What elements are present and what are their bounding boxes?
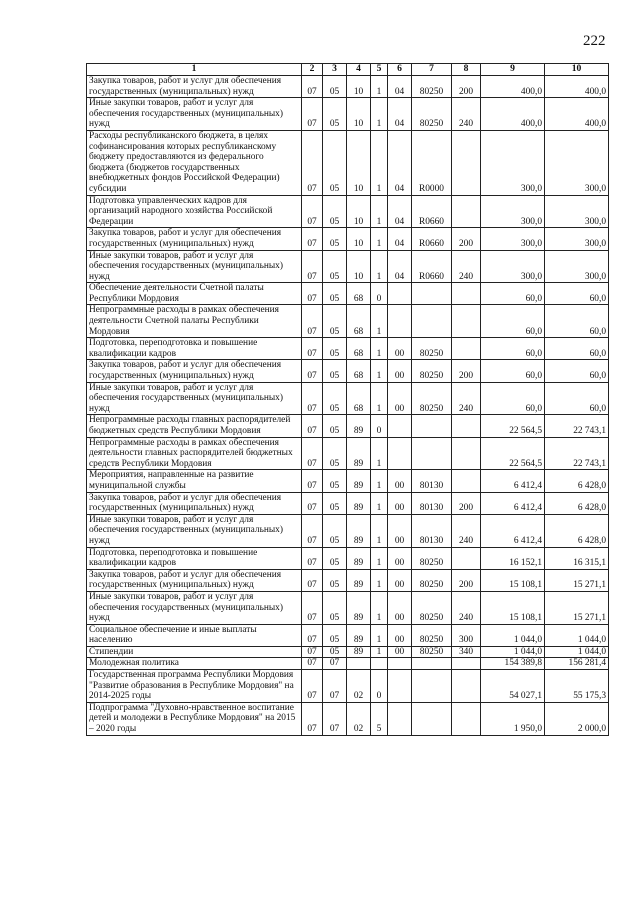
- table-row: [87, 470, 609, 492]
- activity-code: 00: [388, 514, 412, 547]
- amount-year-2: 6 428,0: [545, 470, 609, 492]
- activity-code: 00: [388, 646, 412, 658]
- program-code: 89: [347, 569, 371, 591]
- section-code: 07: [302, 437, 323, 470]
- subsection-code: 05: [323, 228, 347, 250]
- expense-name: Непрограммные расходы в рамках обеспечения деятельности главных распорядителей бюджетных средств Республики Мордовия: [87, 437, 302, 470]
- amount-year-2: 60,0: [545, 360, 609, 382]
- table-row: [87, 514, 609, 547]
- program-code: 89: [347, 591, 371, 624]
- direction-code: 80130: [412, 470, 452, 492]
- amount-year-1: 60,0: [481, 338, 545, 360]
- table-row: [87, 228, 609, 250]
- direction-code: 80250: [412, 591, 452, 624]
- expense-type-code: [452, 702, 481, 735]
- table-row: [87, 437, 609, 470]
- page-number: 222: [583, 33, 606, 49]
- amount-year-2: 60,0: [545, 283, 609, 305]
- program-code: 89: [347, 547, 371, 569]
- amount-year-1: 6 412,4: [481, 514, 545, 547]
- subprogram-code: 1: [371, 624, 388, 646]
- section-code: 07: [302, 624, 323, 646]
- section-code: 07: [302, 195, 323, 228]
- program-code: 89: [347, 514, 371, 547]
- budget-table: [86, 63, 609, 736]
- activity-code: 04: [388, 130, 412, 195]
- direction-code: 80250: [412, 76, 452, 98]
- section-code: 07: [302, 283, 323, 305]
- table-row: [87, 283, 609, 305]
- subprogram-code: 1: [371, 470, 388, 492]
- table-row: [87, 547, 609, 569]
- direction-code: R0000: [412, 130, 452, 195]
- amount-year-1: 1 044,0: [481, 624, 545, 646]
- program-code: 68: [347, 382, 371, 415]
- expense-type-code: [452, 415, 481, 437]
- amount-year-1: 400,0: [481, 98, 545, 131]
- expense-type-code: [452, 670, 481, 703]
- table-row: [87, 670, 609, 703]
- subprogram-code: 0: [371, 283, 388, 305]
- column-header: 8: [452, 64, 481, 76]
- table-row: [87, 569, 609, 591]
- expense-type-code: [452, 470, 481, 492]
- direction-code: 80250: [412, 98, 452, 131]
- subsection-code: 05: [323, 76, 347, 98]
- expense-name: Закупка товаров, работ и услуг для обеспечения государственных (муниципальных) нужд: [87, 360, 302, 382]
- activity-code: 04: [388, 98, 412, 131]
- expense-name: Закупка товаров, работ и услуг для обеспечения государственных (муниципальных) нужд: [87, 569, 302, 591]
- section-code: 07: [302, 76, 323, 98]
- amount-year-2: 22 743,1: [545, 437, 609, 470]
- subsection-code: 05: [323, 415, 347, 437]
- program-code: 89: [347, 646, 371, 658]
- section-code: 07: [302, 228, 323, 250]
- expense-type-code: 240: [452, 591, 481, 624]
- section-code: 07: [302, 360, 323, 382]
- subsection-code: 05: [323, 382, 347, 415]
- expense-name: Непрограммные расходы в рамках обеспечения деятельности Счетной палаты Республики Мордовия: [87, 305, 302, 338]
- program-code: 68: [347, 360, 371, 382]
- table-row: [87, 382, 609, 415]
- direction-code: [412, 415, 452, 437]
- section-code: 07: [302, 547, 323, 569]
- activity-code: 04: [388, 228, 412, 250]
- expense-name: Социальное обеспечение и иные выплаты населению: [87, 624, 302, 646]
- subprogram-code: 1: [371, 130, 388, 195]
- activity-code: 04: [388, 250, 412, 283]
- activity-code: [388, 305, 412, 338]
- direction-code: 80130: [412, 492, 452, 514]
- program-code: 68: [347, 338, 371, 360]
- expense-type-code: 200: [452, 569, 481, 591]
- subsection-code: 05: [323, 250, 347, 283]
- program-code: [347, 658, 371, 670]
- expense-type-code: 200: [452, 76, 481, 98]
- subsection-code: 05: [323, 130, 347, 195]
- subprogram-code: 1: [371, 338, 388, 360]
- direction-code: R0660: [412, 250, 452, 283]
- amount-year-2: 1 044,0: [545, 624, 609, 646]
- subprogram-code: 1: [371, 228, 388, 250]
- section-code: 07: [302, 338, 323, 360]
- expense-type-code: [452, 305, 481, 338]
- column-header: 9: [481, 64, 545, 76]
- activity-code: 00: [388, 360, 412, 382]
- amount-year-1: 22 564,5: [481, 415, 545, 437]
- amount-year-2: 55 175,3: [545, 670, 609, 703]
- amount-year-2: 15 271,1: [545, 591, 609, 624]
- expense-name: Закупка товаров, работ и услуг для обеспечения государственных (муниципальных) нужд: [87, 228, 302, 250]
- expense-type-code: [452, 338, 481, 360]
- subsection-code: 07: [323, 670, 347, 703]
- section-code: 07: [302, 382, 323, 415]
- section-code: 07: [302, 470, 323, 492]
- amount-year-2: 60,0: [545, 305, 609, 338]
- expense-type-code: 200: [452, 492, 481, 514]
- program-code: 10: [347, 76, 371, 98]
- section-code: 07: [302, 98, 323, 131]
- table-row: [87, 305, 609, 338]
- section-code: 07: [302, 702, 323, 735]
- section-code: 07: [302, 670, 323, 703]
- program-code: 10: [347, 130, 371, 195]
- subsection-code: 05: [323, 646, 347, 658]
- table-row: [87, 130, 609, 195]
- direction-code: 80250: [412, 646, 452, 658]
- expense-type-code: 340: [452, 646, 481, 658]
- column-header: 6: [388, 64, 412, 76]
- direction-code: R0660: [412, 228, 452, 250]
- expense-type-code: 300: [452, 624, 481, 646]
- amount-year-1: 400,0: [481, 76, 545, 98]
- subsection-code: 05: [323, 569, 347, 591]
- subsection-code: 05: [323, 360, 347, 382]
- expense-name: Иные закупки товаров, работ и услуг для обеспечения государственных (муниципальных) нужд: [87, 382, 302, 415]
- expense-name: Обеспечение деятельности Счетной палаты Республики Мордовия: [87, 283, 302, 305]
- activity-code: [388, 437, 412, 470]
- subprogram-code: 1: [371, 382, 388, 415]
- amount-year-1: 1 044,0: [481, 646, 545, 658]
- column-header: 2: [302, 64, 323, 76]
- program-code: 10: [347, 250, 371, 283]
- table-row: [87, 591, 609, 624]
- subsection-code: 05: [323, 470, 347, 492]
- amount-year-1: 60,0: [481, 360, 545, 382]
- subprogram-code: 1: [371, 76, 388, 98]
- subsection-code: 07: [323, 702, 347, 735]
- amount-year-1: 6 412,4: [481, 470, 545, 492]
- activity-code: 00: [388, 492, 412, 514]
- expense-name: Подготовка, переподготовка и повышение квалификации кадров: [87, 338, 302, 360]
- header-row: [87, 64, 609, 76]
- expense-type-code: [452, 658, 481, 670]
- program-code: 10: [347, 98, 371, 131]
- program-code: 89: [347, 470, 371, 492]
- amount-year-1: 6 412,4: [481, 492, 545, 514]
- column-header: 3: [323, 64, 347, 76]
- expense-name: Стипендии: [87, 646, 302, 658]
- table-row: [87, 702, 609, 735]
- amount-year-1: 60,0: [481, 382, 545, 415]
- expense-name: Расходы республиканского бюджета, в целях софинансирования которых республиканскому бюджету предоставляются из федерального бюджета (бюджетов государственных внебюджетных фондов Российской Федерации) субсидии: [87, 130, 302, 195]
- amount-year-2: 6 428,0: [545, 492, 609, 514]
- expense-type-code: [452, 195, 481, 228]
- subprogram-code: 1: [371, 569, 388, 591]
- amount-year-2: 6 428,0: [545, 514, 609, 547]
- amount-year-1: 300,0: [481, 250, 545, 283]
- expense-type-code: 200: [452, 360, 481, 382]
- program-code: 89: [347, 492, 371, 514]
- expense-name: Молодежная политика: [87, 658, 302, 670]
- amount-year-1: 22 564,5: [481, 437, 545, 470]
- table-row: [87, 338, 609, 360]
- amount-year-1: 154 389,8: [481, 658, 545, 670]
- amount-year-2: 60,0: [545, 382, 609, 415]
- amount-year-1: 54 027,1: [481, 670, 545, 703]
- subsection-code: 05: [323, 338, 347, 360]
- program-code: 68: [347, 305, 371, 338]
- expense-name: Закупка товаров, работ и услуг для обеспечения государственных (муниципальных) нужд: [87, 76, 302, 98]
- program-code: 10: [347, 228, 371, 250]
- program-code: 10: [347, 195, 371, 228]
- subsection-code: 05: [323, 514, 347, 547]
- amount-year-1: 15 108,1: [481, 591, 545, 624]
- section-code: 07: [302, 514, 323, 547]
- amount-year-2: 15 271,1: [545, 569, 609, 591]
- subprogram-code: 1: [371, 646, 388, 658]
- expense-type-code: 240: [452, 98, 481, 131]
- expense-type-code: 240: [452, 382, 481, 415]
- direction-code: 80250: [412, 624, 452, 646]
- amount-year-2: 2 000,0: [545, 702, 609, 735]
- subprogram-code: 0: [371, 415, 388, 437]
- direction-code: 80250: [412, 360, 452, 382]
- activity-code: [388, 702, 412, 735]
- section-code: 07: [302, 658, 323, 670]
- table-row: [87, 658, 609, 670]
- subprogram-code: 1: [371, 250, 388, 283]
- section-code: 07: [302, 492, 323, 514]
- program-code: 89: [347, 437, 371, 470]
- subsection-code: 07: [323, 658, 347, 670]
- amount-year-1: 300,0: [481, 195, 545, 228]
- amount-year-2: 1 044,0: [545, 646, 609, 658]
- direction-code: [412, 670, 452, 703]
- amount-year-1: 16 152,1: [481, 547, 545, 569]
- amount-year-1: 1 950,0: [481, 702, 545, 735]
- subprogram-code: 5: [371, 702, 388, 735]
- subsection-code: 05: [323, 547, 347, 569]
- subprogram-code: 1: [371, 360, 388, 382]
- subprogram-code: 1: [371, 591, 388, 624]
- amount-year-2: 60,0: [545, 338, 609, 360]
- expense-type-code: [452, 283, 481, 305]
- direction-code: [412, 283, 452, 305]
- expense-name: Закупка товаров, работ и услуг для обеспечения государственных (муниципальных) нужд: [87, 492, 302, 514]
- amount-year-1: 300,0: [481, 130, 545, 195]
- expense-type-code: 240: [452, 250, 481, 283]
- table-row: [87, 415, 609, 437]
- direction-code: 80250: [412, 547, 452, 569]
- activity-code: 00: [388, 547, 412, 569]
- amount-year-1: 15 108,1: [481, 569, 545, 591]
- activity-code: 00: [388, 338, 412, 360]
- subprogram-code: 1: [371, 98, 388, 131]
- section-code: 07: [302, 305, 323, 338]
- direction-code: [412, 305, 452, 338]
- section-code: 07: [302, 250, 323, 283]
- amount-year-2: 400,0: [545, 76, 609, 98]
- amount-year-1: 60,0: [481, 283, 545, 305]
- direction-code: 80130: [412, 514, 452, 547]
- subprogram-code: 1: [371, 514, 388, 547]
- column-header: 7: [412, 64, 452, 76]
- column-header: 10: [545, 64, 609, 76]
- subsection-code: 05: [323, 98, 347, 131]
- column-header: 4: [347, 64, 371, 76]
- program-code: 68: [347, 283, 371, 305]
- section-code: 07: [302, 569, 323, 591]
- table-row: [87, 492, 609, 514]
- activity-code: [388, 658, 412, 670]
- table-row: [87, 250, 609, 283]
- subsection-code: 05: [323, 195, 347, 228]
- program-code: 02: [347, 702, 371, 735]
- amount-year-1: 60,0: [481, 305, 545, 338]
- subprogram-code: 1: [371, 305, 388, 338]
- activity-code: 00: [388, 624, 412, 646]
- activity-code: [388, 670, 412, 703]
- expense-name: Подпрограмма "Духовно-нравственное воспитание детей и молодежи в Республике Мордовия" на 2015 – 2020 годы: [87, 702, 302, 735]
- amount-year-2: 300,0: [545, 228, 609, 250]
- subsection-code: 05: [323, 492, 347, 514]
- direction-code: 80250: [412, 338, 452, 360]
- subprogram-code: 1: [371, 547, 388, 569]
- expense-name: Иные закупки товаров, работ и услуг для обеспечения государственных (муниципальных) нужд: [87, 514, 302, 547]
- expense-name: Подготовка управленческих кадров для организаций народного хозяйства Российской Федерации: [87, 195, 302, 228]
- direction-code: R0660: [412, 195, 452, 228]
- activity-code: [388, 415, 412, 437]
- column-header: 5: [371, 64, 388, 76]
- expense-type-code: [452, 130, 481, 195]
- subsection-code: 05: [323, 283, 347, 305]
- amount-year-2: 22 743,1: [545, 415, 609, 437]
- activity-code: 04: [388, 195, 412, 228]
- subprogram-code: 1: [371, 492, 388, 514]
- amount-year-2: 400,0: [545, 98, 609, 131]
- amount-year-2: 300,0: [545, 250, 609, 283]
- column-header: 1: [87, 64, 302, 76]
- expense-name: Мероприятия, направленные на развитие муниципальной службы: [87, 470, 302, 492]
- subprogram-code: 0: [371, 670, 388, 703]
- expense-type-code: [452, 547, 481, 569]
- direction-code: 80250: [412, 569, 452, 591]
- expense-name: Иные закупки товаров, работ и услуг для обеспечения государственных (муниципальных) нужд: [87, 98, 302, 131]
- program-code: 02: [347, 670, 371, 703]
- activity-code: 00: [388, 470, 412, 492]
- table-row: [87, 98, 609, 131]
- amount-year-2: 300,0: [545, 195, 609, 228]
- subprogram-code: 1: [371, 195, 388, 228]
- table-row: [87, 360, 609, 382]
- program-code: 89: [347, 624, 371, 646]
- expense-name: Иные закупки товаров, работ и услуг для обеспечения государственных (муниципальных) нужд: [87, 250, 302, 283]
- expense-name: Непрограммные расходы главных распорядителей бюджетных средств Республики Мордовия: [87, 415, 302, 437]
- expense-type-code: [452, 437, 481, 470]
- amount-year-1: 300,0: [481, 228, 545, 250]
- direction-code: [412, 437, 452, 470]
- activity-code: 00: [388, 382, 412, 415]
- table-row: [87, 195, 609, 228]
- section-code: 07: [302, 646, 323, 658]
- table-row: [87, 646, 609, 658]
- program-code: 89: [347, 415, 371, 437]
- subprogram-code: [371, 658, 388, 670]
- subsection-code: 05: [323, 305, 347, 338]
- activity-code: [388, 283, 412, 305]
- amount-year-2: 16 315,1: [545, 547, 609, 569]
- subprogram-code: 1: [371, 437, 388, 470]
- direction-code: [412, 658, 452, 670]
- expense-name: Иные закупки товаров, работ и услуг для обеспечения государственных (муниципальных) нужд: [87, 591, 302, 624]
- direction-code: [412, 702, 452, 735]
- expense-name: Государственная программа Республики Мордовия "Развитие образования в Республике Мордовия" на 2014-2025 годы: [87, 670, 302, 703]
- expense-type-code: 240: [452, 514, 481, 547]
- subsection-code: 05: [323, 437, 347, 470]
- activity-code: 00: [388, 569, 412, 591]
- direction-code: 80250: [412, 382, 452, 415]
- amount-year-2: 300,0: [545, 130, 609, 195]
- section-code: 07: [302, 591, 323, 624]
- table-row: [87, 76, 609, 98]
- activity-code: 04: [388, 76, 412, 98]
- section-code: 07: [302, 415, 323, 437]
- expense-name: Подготовка, переподготовка и повышение квалификации кадров: [87, 547, 302, 569]
- activity-code: 00: [388, 591, 412, 624]
- expense-type-code: 200: [452, 228, 481, 250]
- subsection-code: 05: [323, 624, 347, 646]
- amount-year-2: 156 281,4: [545, 658, 609, 670]
- subsection-code: 05: [323, 591, 347, 624]
- table-row: [87, 624, 609, 646]
- section-code: 07: [302, 130, 323, 195]
